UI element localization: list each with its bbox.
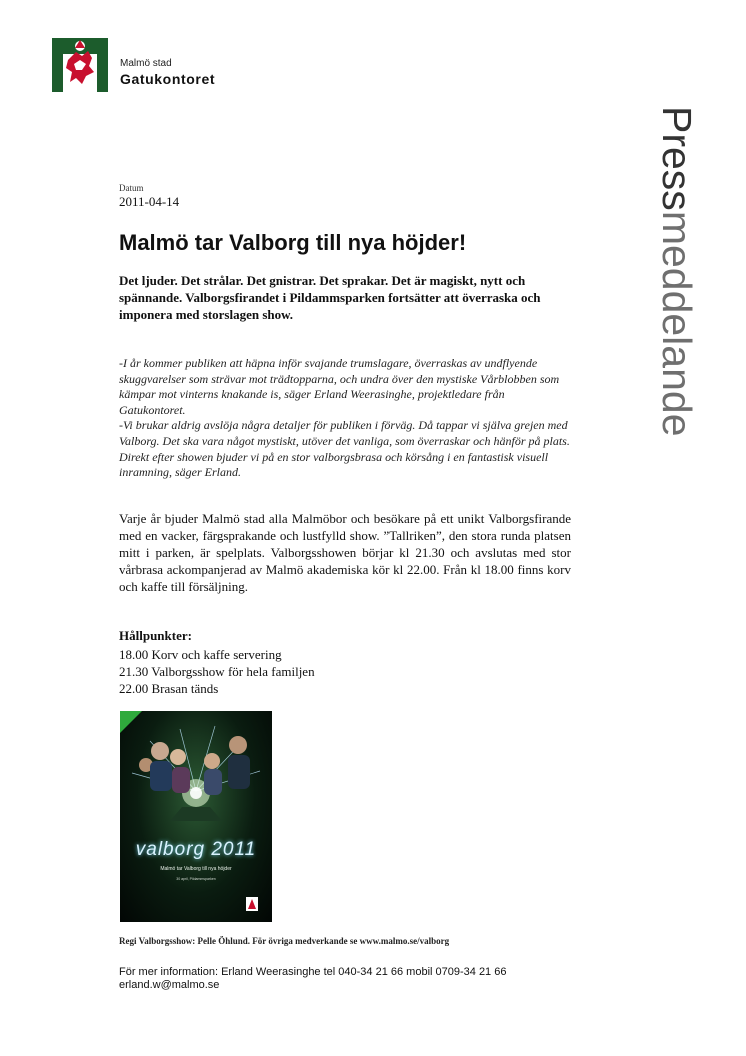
malmo-stad-logo [52,38,108,92]
date-label: Datum [119,183,144,193]
org-department: Gatukontoret [120,71,216,87]
meddelande-label: meddelande [654,210,700,437]
highlight-item: 18.00 Korv och kaffe servering [119,647,282,662]
headline: Malmö tar Valborg till nya höjder! [119,230,467,255]
contact-email: erland.w@malmo.se [119,979,220,991]
highlight-item: 21.30 Valborgsshow för hela familjen [119,664,315,679]
quote-paragraph-1: -I år kommer publiken att häpna inför svajande trumslagare, överraskas av undflyende skuggvarelser som strävar mot trädtopparna, och undra över den mystiske Vårblobben som kämpar mot vinterns knakande is, säger Erland Weerasinghe, projektledare från Gatukontoret. [119,356,560,417]
highlights-title: Hållpunkter: [119,628,192,643]
image-caption: Regi Valborgsshow: Pelle Öhlund. För övriga medverkande se www.malmo.se/valborg [119,936,450,946]
contact-info [119,966,506,992]
highlight-item: 22.00 Brasan tänds [119,681,219,696]
highlights-list [119,646,315,697]
pressmeddelande-label [650,106,704,546]
quote-paragraph-2: -Vi brukar aldrig avslöja några detaljer för publiken i förväg. Då tappar vi själva grejen med Valborg. Det ska vara något mystiskt, utöver det vanliga, som överraskar och hänför på plats. Direkt efter showen bjuder vi på en stor valborgsbrasa och körsång i en fantastisk visuell inramning, säger Erland. [119,418,570,480]
contact-line: För mer information: Erland Weerasinghe tel 040-34 21 66 mobil 0709-34 21 66 [119,966,507,978]
date-value: 2011-04-14 [119,194,180,209]
quote-block [119,356,571,481]
poster-subtitle: Malmö tar Valborg till nya höjder [160,866,232,872]
poster-artwork [120,711,272,922]
org-city: Malmö stad [120,58,172,69]
poster-date-line: 30 april, Pildammsparken [176,877,216,881]
body-paragraph: Varje år bjuder Malmö stad alla Malmöbor och besökare på ett unikt Valborgsfirande med en vacker, färgsprakande och lustfylld show. ”Tallriken”, den stora runda platsen mitt i parken, är spelplats. Valborgsshowen börjar kl 21.30 och avslutas med stor vårbrasa ackompanjerad av Malmö akademiska kör kl 22.00. Från kl 18.00 finns korv och kaffe till försäljning. [119,511,571,594]
press-label: Press [654,106,700,211]
griffin-crest-icon [52,38,108,92]
valborg-poster-image [120,711,272,922]
intro-paragraph: Det ljuder. Det strålar. Det gnistrar. Det sprakar. Det är magiskt, nytt och spännande. Valborgsfirandet i Pildammsparken fortsätter att överraska och imponera med storslagen show. [119,273,541,322]
poster-title: valborg 2011 [135,839,257,860]
